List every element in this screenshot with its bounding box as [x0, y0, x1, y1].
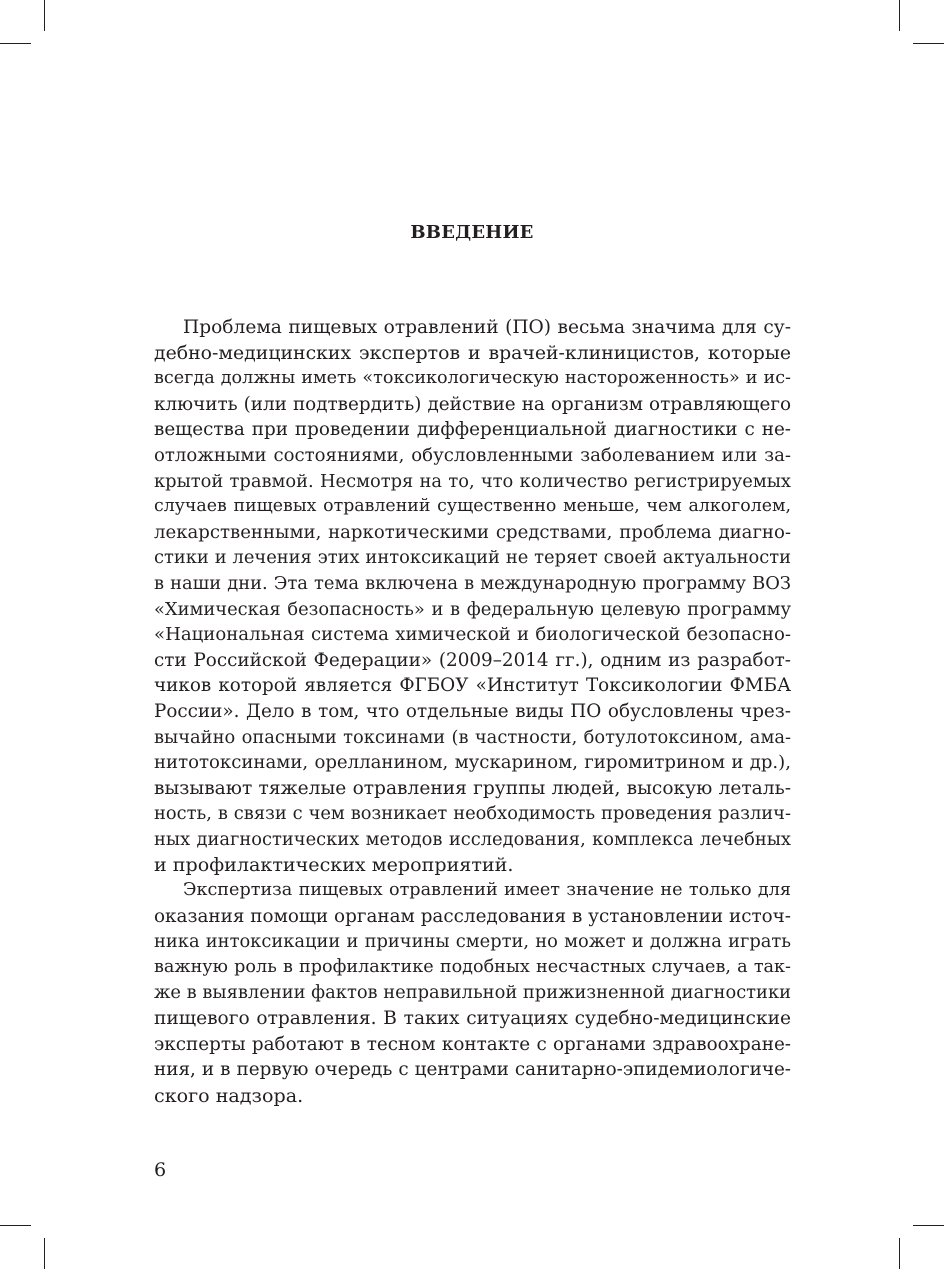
crop-mark-bottom-left-horizontal	[0, 1225, 31, 1226]
text-line: ского надзора.	[154, 1083, 304, 1107]
text-line: вещества при проведении дифференциальной диагностики с не-	[154, 419, 791, 441]
crop-mark-bottom-left-vertical	[44, 1238, 45, 1269]
text-line: отложными состояниями, обусловленными заболеванием или за-	[154, 444, 791, 466]
crop-mark-top-left-horizontal	[0, 43, 31, 44]
text-line: лекарственными, наркотическими средствами, проблема диагно-	[154, 521, 791, 543]
text-line: и профилактических мероприятий.	[154, 853, 514, 877]
crop-mark-top-right-horizontal	[913, 43, 944, 44]
text-line: ность, в связи с чем возникает необходимость проведения различ-	[154, 803, 791, 825]
body-text	[154, 315, 791, 1108]
text-line: России». Дело в том, что отдельные виды ПО обусловлены чрез-	[154, 700, 791, 722]
page-title: ВВЕДЕНИЕ	[410, 222, 534, 243]
text-line: вызывают тяжелые отравления группы людей, высокую леталь-	[154, 777, 791, 799]
text-line: ных диагностических методов исследования, комплекса лечебных	[154, 828, 791, 850]
text-line: «Национальная система химической и биологической безопасно-	[154, 624, 791, 646]
text-line: важную роль в профилактике подобных несчастных случаев, а так-	[154, 956, 791, 977]
text-line: пищевого отравления. В таких ситуациях судебно-медицинские	[154, 1008, 791, 1030]
paragraph	[154, 878, 791, 1108]
crop-mark-top-left-vertical	[44, 0, 45, 31]
text-line: вычайно опасными токсинами (в частности, ботулотоксином, ама-	[154, 726, 791, 748]
paragraph	[154, 315, 791, 878]
text-line: дебно-медицинских экспертов и врачей-клиницистов, которые	[154, 342, 791, 364]
page-number: 6	[154, 1158, 167, 1181]
crop-mark-bottom-right-vertical	[899, 1238, 900, 1269]
text-line: чиков которой является ФГБОУ «Институт Токсикологии ФМБА	[154, 675, 791, 697]
text-line: ника интоксикации и причины смерти, но может и должна играть	[154, 931, 791, 953]
text-line: эксперты работают в тесном контакте с органами здравоохране-	[154, 1033, 791, 1055]
text-line: стики и лечения этих интоксикаций не теряет своей актуальности	[154, 547, 791, 569]
text-line: ния, и в первую очередь с центрами санитарно-эпидемиологиче-	[154, 1059, 791, 1081]
text-line: крытой травмой. Несмотря на то, что количество регистрируемых	[154, 470, 791, 492]
text-line: Экспертиза пищевых отравлений имеет значение не только для	[183, 880, 791, 901]
text-line: в наши дни. Эта тема включена в международную программу ВОЗ	[154, 572, 791, 594]
text-line: оказания помощи органам расследования в установлении источ-	[154, 905, 791, 927]
text-line: ключить (или подтвердить) действие на организм отравляющего	[154, 393, 791, 415]
text-line: же в выявлении фактов неправильной прижизненной диагностики	[154, 982, 791, 1004]
text-line: сти Российской Федерации» (2009–2014 гг.), одним из разработ-	[154, 649, 791, 671]
crop-mark-top-right-vertical	[899, 0, 900, 31]
crop-mark-bottom-right-horizontal	[913, 1225, 944, 1226]
text-line: всегда должны иметь «токсикологическую настороженность» и ис-	[154, 368, 791, 389]
text-line: «Химическая безопасность» и в федеральную целевую программу	[154, 598, 791, 620]
text-line: Проблема пищевых отравлений (ПО) весьма значима для су-	[183, 317, 791, 338]
text-line: случаев пищевых отравлений существенно меньше, чем алкоголем,	[154, 496, 791, 517]
text-line: нитотоксинами, орелланином, мускарином, гиромитрином и др.),	[154, 752, 791, 774]
